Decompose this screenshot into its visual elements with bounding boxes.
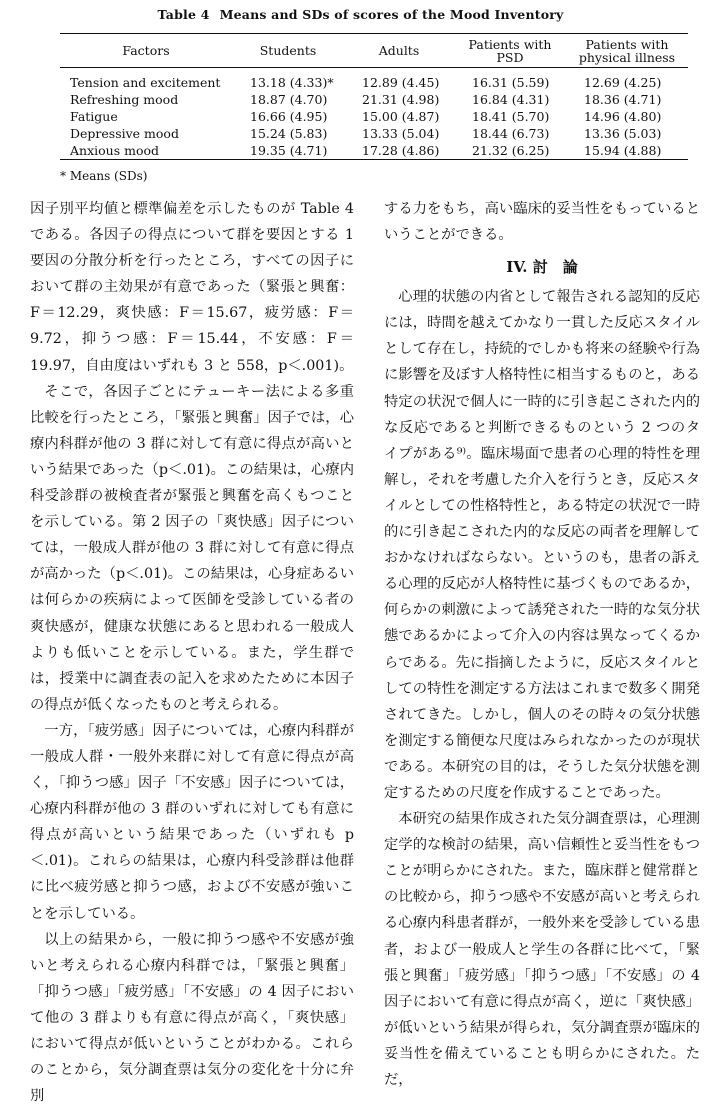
table-note: * Means (SDs)	[60, 169, 148, 183]
header-adults: Adults	[378, 43, 420, 58]
row-factor: Tension and excitement	[70, 74, 221, 90]
table-title: Means and SDs of scores of the Mood Inventory	[219, 7, 564, 22]
cell-students: 18.87 (4.70)	[250, 91, 328, 107]
cell-physical: 18.36 (4.71)	[584, 91, 662, 107]
cell-students: 19.35 (4.71)	[250, 142, 328, 158]
cell-psd: 16.84 (4.31)	[472, 91, 550, 107]
paragraph: 心理的状態の内省として報告される認知的反応には，時間を越えてかなり一貫した反応スタイルとして存在し，持続的でしかも将来の経験や行為に影響を及ぼす人格特性に相当するものと，ある特定の状況で個人に一時的に引き起こされた内的な反応であると判断できるものという 2 つのタイプがある⁹⁾。臨床場面で患者の心理的特性を理解し，それを考慮した介入を行うとき，反応スタイルとしての性格特性と，ある特定の状況で一時的に引き起こされた内的な反応の両者を理解しておかなければならない。というのも，患者の訴える心理的反応が人格特性に基づくものであるか，何らかの刺激によって誘発された一時的な気分状態であるかによって介入の内容は異なってくるからである。先に指摘したように，反応スタイルとしての特性を測定する方法はこれまで数多く開発されてきた。しかし，個人のその時々の気分状態を測定する簡便な尺度はみられなかったのが現状である。本研究の目的は，そうした気分状態を測定するための尺度を作成することであった。	[384, 289, 700, 801]
header-physical: Patients with physical illness	[578, 36, 676, 65]
row-factor: Anxious mood	[70, 142, 159, 158]
row-factor: Depressive mood	[70, 125, 179, 141]
table-label: Table 4	[157, 7, 210, 22]
cell-psd: 21.32 (6.25)	[472, 142, 550, 158]
cell-adults: 15.00 (4.87)	[362, 108, 440, 124]
cell-physical: 15.94 (4.88)	[584, 142, 662, 158]
cell-physical: 14.96 (4.80)	[584, 108, 662, 124]
row-factor: Fatigue	[70, 108, 118, 124]
table-row	[60, 142, 688, 160]
header-factors: Factors	[122, 43, 170, 58]
cell-students: 15.24 (5.83)	[250, 125, 328, 141]
cell-adults: 17.28 (4.86)	[362, 142, 440, 158]
cell-adults: 13.33 (5.04)	[362, 125, 440, 141]
cell-students: 16.66 (4.95)	[250, 108, 328, 124]
left-column	[30, 196, 354, 1109]
table-row	[60, 108, 688, 125]
right-column	[384, 196, 700, 1093]
cell-students: 13.18 (4.33)*	[250, 74, 334, 90]
row-factor: Refreshing mood	[70, 91, 179, 107]
cell-psd: 18.44 (6.73)	[472, 125, 550, 141]
table-header-row	[60, 34, 688, 68]
table-row	[60, 91, 688, 108]
paragraph: 本研究の結果作成された気分調査票は，心理測定学的な検討の結果，高い信頼性と妥当性をもつことが明らかにされた。また，臨床群と健常群との比較から，抑うつ感や不安感が高いと考えられる心療内科患者群が，一般外来を受診している患者，および一般成人と学生の各群に比べて，「緊張と興奮」「疲労感」「抑うつ感」「不安感」の 4 因子において有意に得点が高く，逆に「爽快感」が低いという結果が得られ，気分調査票が臨床的妥当性を備えていることも明らかにされた。ただ，	[384, 811, 700, 1088]
section-heading: IV. 討 論	[506, 258, 578, 277]
cell-adults: 21.31 (4.98)	[362, 91, 440, 107]
mood-inventory-table	[60, 33, 688, 160]
table-row	[60, 74, 688, 91]
paragraph: そこで，各因子ごとにテューキー法による多重比較を行ったところ，「緊張と興奮」因子では，心療内科群が他の 3 群に対して有意に得点が高いという結果であった（p＜.01)。この結果は，心療内科受診群の被検査者が緊張と興奮を高くもつことを示している。第 2 因子の「爽快感」因子については，一般成人群が他の 3 群に対して有意に得点が高かった（p＜.01)。この結果は，心身症あるいは何らかの疾病によって医師を受診している者の爽快感が，健康な状態にあると思われる一般成人よりも低いことを示している。また，学生群では，授業中に調査表の記入を求めたために本因子の得点が低くなったものと考えられる。	[30, 383, 354, 713]
paragraph: 因子別平均値と標準偏差を示したものが Table 4 である。各因子の得点について群を要因とする 1 要因の分散分析を行ったところ，すべての因子において群の主効果が有意であった（緊張と興奮：F＝12.29，爽快感：F＝15.67，疲労感：F＝9.72，抑うつ感：F＝15.44，不安感：F＝19.97，自由度はいずれも 3 と 558，p＜.001)。	[30, 201, 354, 374]
cell-psd: 18.41 (5.70)	[472, 108, 550, 124]
cell-adults: 12.89 (4.45)	[362, 74, 440, 90]
paragraph: 以上の結果から，一般に抑うつ感や不安感が強いと考えられる心療内科群では，「緊張と興奮」「抑うつ感」「疲労感」「不安感」の 4 因子において他の 3 群よりも有意に得点が高く，「爽快感」において得点が低いということがわかる。これらのことから，気分調査票は気分の変化を十分に弁別	[30, 931, 354, 1105]
cell-physical: 13.36 (5.03)	[584, 125, 662, 141]
paragraph: する力をもち，高い臨床的妥当性をもっているということができる。	[384, 201, 700, 244]
table-row	[60, 125, 688, 142]
header-psd: Patients with PSD	[468, 36, 552, 65]
paragraph: 一方，「疲労感」因子については，心療内科群が一般成人群・一般外来群に対して有意に得点が高く，「抑うつ感」因子「不安感」因子については，心療内科群が他の 3 群のいずれに対しても有意に得点が高いという結果であった（いずれも p＜.01)。これらの結果は，心療内科受診群は他群に比べ疲労感と抑うつ感，および不安感が強いことを示している。	[30, 722, 354, 922]
cell-physical: 12.69 (4.25)	[584, 74, 662, 90]
cell-psd: 16.31 (5.59)	[472, 74, 550, 90]
table-caption	[0, 7, 721, 22]
header-students: Students	[259, 43, 317, 58]
